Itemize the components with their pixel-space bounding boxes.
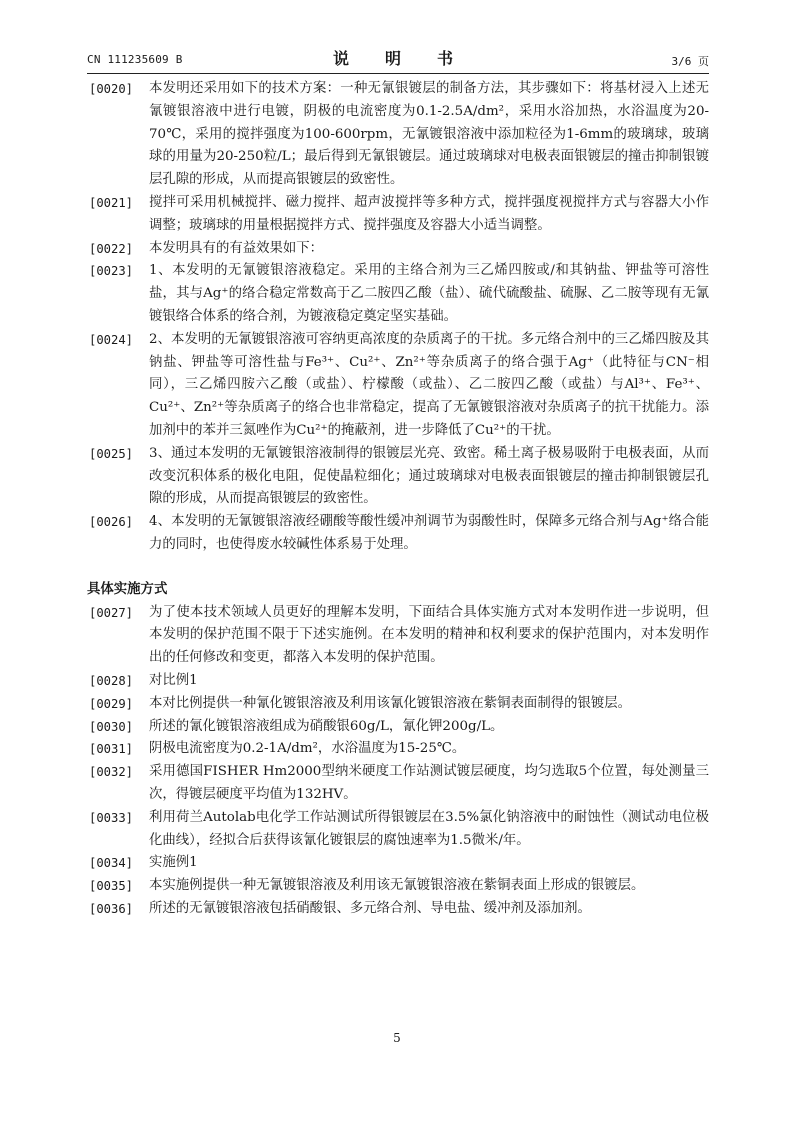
paragraph-0027 [87,602,709,670]
document-body [87,78,709,921]
paragraph-0030 [87,716,709,739]
publication-number: CN 111235609 B [87,53,183,66]
paragraph-0022 [87,238,709,261]
page-header [87,46,709,72]
paragraph-0036 [87,898,709,921]
paragraph-text: 实施例1 [149,855,198,871]
paragraph-text: 本发明还采用如下的技术方案：一种无氰银镀层的制备方法，其步骤如下：将基材浸入上述无氰镀银溶液中进行电镀，阴极的电流密度为0.1-2.5A/dm²，采用水浴加热，水浴温度为20-70℃，采用的搅拌强度为100-600rpm，无氰镀银溶液中添加粒径为1-6mm的玻璃球，玻璃球的用量为20-250粒/L；最后得到无氰银镀层。通过玻璃球对电极表面银镀层的撞击抑制银镀层孔隙的形成，从而提高银镀层的致密性。 [149,81,709,188]
section-heading: 具体实施方式 [87,581,168,597]
paragraph-number: [0030] [89,719,134,734]
paragraph-0023 [87,260,709,328]
paragraph-0021 [87,192,709,238]
paragraph-text: 为了使本技术领域人员更好的理解本发明，下面结合具体实施方式对本发明作进一步说明，但本发明的保护范围不限于下述实施例。在本发明的精神和权利要求的保护范围内，对本发明作出的任何修改和变更，都落入本发明的保护范围。 [149,604,709,666]
paragraph-number: [0020] [89,82,134,96]
paragraph-text: 本对比例提供一种氰化镀银溶液及利用该氰化镀银溶液在紫铜表面制得的银镀层。 [149,695,632,711]
paragraph-0026 [87,511,709,557]
paragraph-text: 4、本发明的无氰镀银溶液经硼酸等酸性缓冲剂调节为弱酸性时，保障多元络合剂与Ag⁺络合能力的同时，也使得废水较碱性体系易于处理。 [149,514,709,552]
paragraph-number: [0021] [89,195,134,210]
page-number: 5 [393,1031,401,1045]
paragraph-text: 本发明具有的有益效果如下： [149,240,324,256]
paragraph-number: [0029] [89,696,134,711]
paragraph-number: [0032] [89,765,134,780]
paragraph-text: 利用荷兰Autolab电化学工作站测试所得银镀层在3.5%氯化钠溶液中的耐蚀性（测试动电位极化曲线），经拟合后获得该氰化镀银层的腐蚀速率为1.5微米/年。 [149,809,709,848]
paragraph-number: [0025] [89,446,134,461]
paragraph-text: 3、通过本发明的无氰镀银溶液制得的银镀层光亮、致密。稀土离子极易吸附于电极表面，从而改变沉积体系的极化电阻，促使晶粒细化；通过玻璃球对电极表面银镀层的撞击抑制银镀层孔隙的形成，从而提高银镀层的致密性。 [149,445,709,507]
paragraph-text: 采用德国FISHER Hm2000型纳米硬度工作站测试镀层硬度，均匀选取5个位置，每处测量三次，得镀层硬度平均值为132HV。 [149,764,709,802]
paragraph-0029 [87,693,709,716]
paragraph-text: 本实施例提供一种无氰镀银溶液及利用该无氰镀银溶液在紫铜表面上形成的银镀层。 [149,878,645,894]
paragraph-0033 [87,807,709,853]
paragraph-number: [0034] [89,856,134,871]
paragraph-0020 [87,78,709,192]
paragraph-number: [0033] [89,810,134,825]
paragraph-text: 2、本发明的无氰镀银溶液可容纳更高浓度的杂质离子的干扰。多元络合剂中的三乙烯四胺及其钠盐、钾盐等可溶性盐与Fe³⁺、Cu²⁺、Zn²⁺等杂质离子的络合强于Ag⁺（此特征与CN⁻相同），三乙烯四胺六乙酸（或盐）、柠檬酸（或盐）、乙二胺四乙酸（或盐）与Al³⁺、Fe³⁺、Cu²⁺、Zn²⁺等杂质离子的络合也非常稳定，提高了无氰镀银溶液对杂质离子的抗干扰能力。添加剂中的苯并三氮唑作为Cu²⁺的掩蔽剂，进一步降低了Cu²⁺的干扰。 [149,331,709,438]
paragraph-0028 [87,670,709,693]
paragraph-0032 [87,761,709,807]
paragraph-number: [0036] [89,901,134,916]
paragraph-number: [0027] [89,605,134,620]
paragraph-number: [0022] [89,241,134,256]
paragraph-0035 [87,875,709,898]
paragraph-0025 [87,443,709,511]
paragraph-number: [0035] [89,879,134,894]
paragraph-0031 [87,738,709,761]
header-divider [87,73,709,74]
paragraph-0024 [87,329,709,443]
paragraph-text: 所述的无氰镀银溶液包括硝酸银、多元络合剂、导电盐、缓冲剂及添加剂。 [149,900,591,916]
paragraph-number: [0026] [89,515,134,530]
paragraph-text: 阴极电流密度为0.2-1A/dm²，水浴温度为15-25℃。 [149,741,466,757]
paragraph-number: [0028] [89,673,134,688]
paragraph-text: 搅拌可采用机械搅拌、磁力搅拌、超声波搅拌等多种方式，搅拌强度视搅拌方式与容器大小作调整；玻璃球的用量根据搅拌方式、搅拌强度及容器大小适当调整。 [149,194,709,233]
paragraph-0034 [87,852,709,875]
page-count: 3/6 页 [671,55,709,68]
paragraph-number: [0024] [89,332,134,347]
paragraph-number: [0031] [89,742,134,757]
paragraph-text: 1、本发明的无氰镀银溶液稳定。采用的主络合剂为三乙烯四胺或/和其钠盐、钾盐等可溶性盐，其与Ag⁺的络合稳定常数高于乙二胺四乙酸（盐）、硫代硫酸盐、硫脲、乙二胺等现有无氰镀银络合体系的络合剂，为镀液稳定奠定坚实基础。 [149,263,709,324]
paragraph-text: 对比例1 [149,672,198,688]
paragraph-number: [0023] [89,264,134,279]
document-title: 说 明 书 [332,49,463,68]
paragraph-text: 所述的氰化镀银溶液组成为硝酸银60g/L，氰化钾200g/L。 [149,718,504,734]
